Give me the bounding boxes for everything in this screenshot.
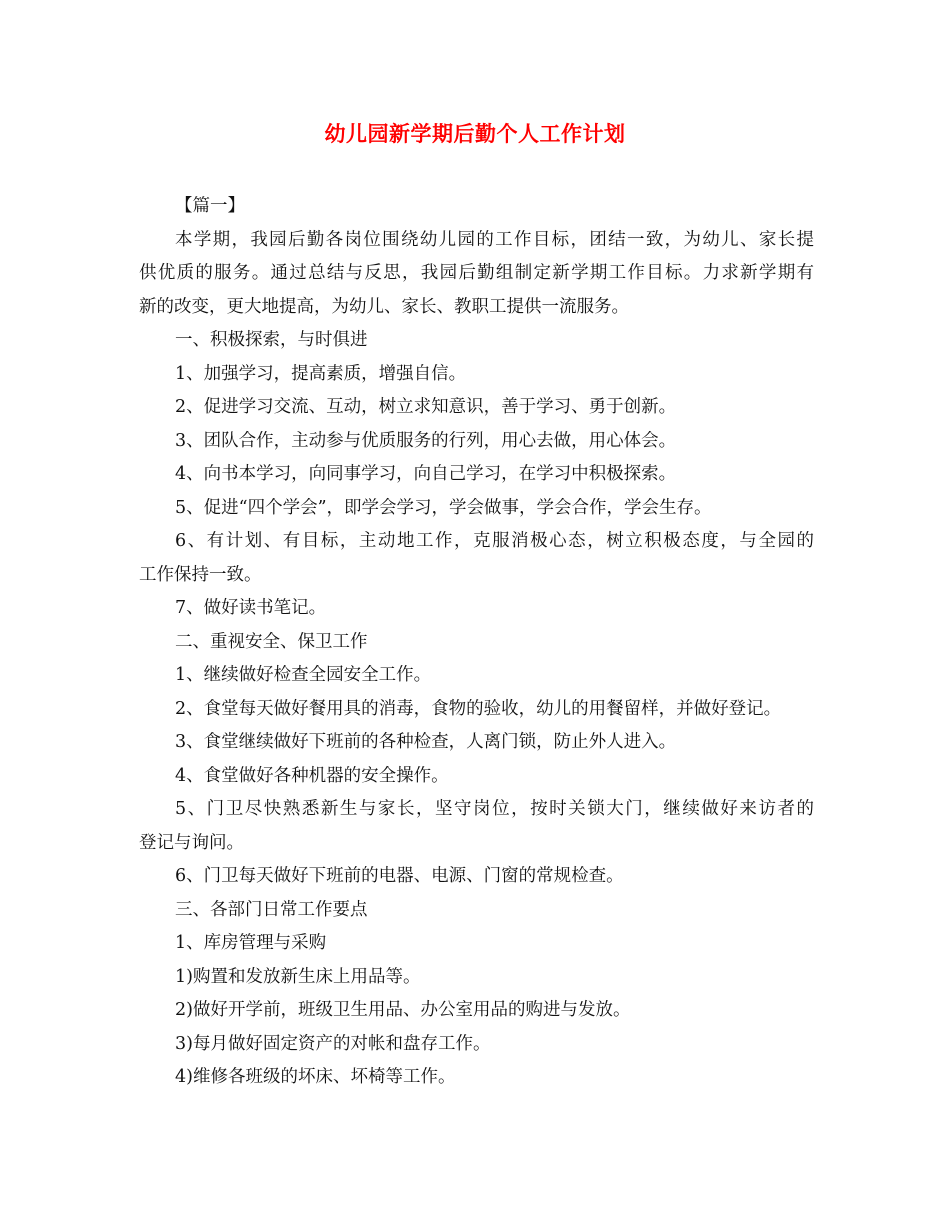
list-item: 4)维修各班级的坏床、坏椅等工作。 — [175, 1067, 456, 1087]
list-item: 2、促进学习交流、互动，树立求知意识，善于学习、勇于创新。 — [175, 397, 677, 417]
list-item: 3)每月做好固定资产的对帐和盘存工作。 — [175, 1033, 491, 1054]
list-item: 3、团队合作，主动参与优质服务的行列，用心去做，用心体会。 — [175, 430, 677, 451]
section-heading-pian-yi: 【篇一】 — [175, 196, 245, 216]
list-item-continuation: 工作保持一致。 — [139, 564, 262, 585]
list-item: 2)做好开学前，班级卫生用品、办公室用品的购进与发放。 — [175, 1000, 631, 1020]
list-item: 4、食堂做好各种机器的安全操作。 — [175, 765, 449, 786]
list-item-continuation: 登记与询问。 — [139, 832, 244, 853]
list-item: 4、向书本学习，向同事学习，向自己学习，在学习中积极探索。 — [175, 464, 677, 484]
paragraph-line: 新的改变，更大地提高，为幼儿、家长、教职工提供一流服务。 — [139, 296, 629, 317]
list-item: 6、有计划、有目标，主动地工作，克服消极心态，树立积极态度，与全园的 — [175, 531, 814, 551]
paragraph-line: 供优质的服务。通过总结与反思，我园后勤组制定新学期工作目标。力求新学期有 — [139, 263, 814, 283]
document-title: 幼儿园新学期后勤个人工作计划 — [324, 121, 626, 146]
list-item: 1、继续做好检查全园安全工作。 — [175, 665, 432, 685]
paragraph-line: 本学期，我园后勤各岗位围绕幼儿园的工作目标，团结一致，为幼儿、家长提 — [175, 229, 814, 250]
list-item: 1)购置和发放新生床上用品等。 — [175, 966, 421, 987]
document-body — [139, 190, 814, 1095]
list-item: 7、做好读书笔记。 — [175, 598, 327, 618]
section-heading: 三、各部门日常工作要点 — [175, 899, 368, 920]
sub-heading: 1、库房管理与采购 — [175, 933, 327, 953]
list-item: 6、门卫每天做好下班前的电器、电源、门窗的常规检查。 — [175, 866, 624, 886]
section-heading: 一、积极探索，与时俱进 — [175, 330, 368, 350]
list-item: 2、食堂每天做好餐用具的消毒，食物的验收，幼儿的用餐留样，并做好登记。 — [175, 698, 782, 719]
section-heading: 二、重视安全、保卫工作 — [175, 631, 368, 652]
list-item: 3、食堂继续做好下班前的各种检查，人离门锁，防止外人进入。 — [175, 732, 677, 752]
list-item: 5、促进“四个学会”，即学会学习，学会做事，学会合作，学会生存。 — [175, 497, 712, 518]
list-item: 5、门卫尽快熟悉新生与家长，坚守岗位，按时关锁大门，继续做好来访者的 — [175, 799, 814, 819]
list-item: 1、加强学习，提高素质，增强自信。 — [175, 363, 467, 384]
